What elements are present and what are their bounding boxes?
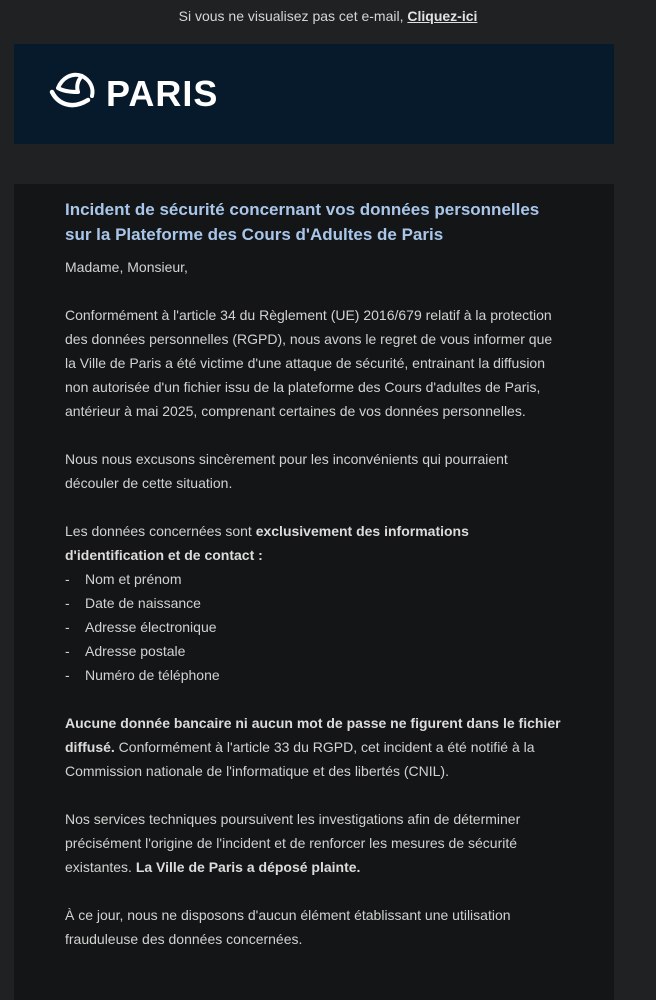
email-body-card xyxy=(14,184,614,1000)
data-concerned-bold: exclusivement des informations d'identification et de contact : xyxy=(65,523,469,563)
logo-text: PARIS xyxy=(106,73,219,114)
data-concerned-intro: Les données concernées sont xyxy=(65,523,256,539)
list-item-text: Numéro de téléphone xyxy=(85,667,220,683)
list-item xyxy=(65,615,565,639)
preheader-text: Si vous ne visualisez pas cet e-mail, xyxy=(178,8,408,24)
view-online-link[interactable]: Cliquez-ici xyxy=(407,8,478,24)
complaint-filed-bold: La Ville de Paris a déposé plainte. xyxy=(135,859,361,875)
email-content xyxy=(65,198,565,975)
paragraph-no-bank-data xyxy=(65,711,565,783)
list-dash: - xyxy=(65,571,70,587)
list-item-text: Nom et prénom xyxy=(85,571,182,587)
paragraph-no-fraud: À ce jour, nous ne disposons d'aucun élément établissant une utilisation frauduleuse des données concernées. xyxy=(65,907,511,947)
paragraph-incident: Conformément à l'article 34 du Règlement (UE) 2016/679 relatif à la protection des données personnelles (RGPD), nous avons le regret de vous informer que la Ville de Paris a été victime d'une attaque de sécurité, entrainant la diffusion non autorisée d'un fichier issu de la plateforme des Cours d'adultes de Paris, antérieur à mai 2025, comprenant certaines de vos données personnelles. xyxy=(65,307,553,419)
paragraph-investigation xyxy=(65,807,565,879)
cnil-notification-text: Conformément à l'article 33 du RGPD, cet incident a été notifié à la Commission nationale de l'informatique et des libertés (CNIL). xyxy=(65,739,535,779)
list-dash: - xyxy=(65,595,70,611)
list-item-text: Adresse électronique xyxy=(85,619,217,635)
email-title: Incident de sécurité concernant vos données personnelles sur la Plateforme des Cours d'Adultes de Paris xyxy=(65,200,540,244)
list-item xyxy=(65,591,565,615)
list-item-text: Adresse postale xyxy=(85,643,186,659)
email-header-banner xyxy=(14,44,614,144)
paris-ship-icon xyxy=(48,70,100,118)
investigation-text: Nos services techniques poursuivent les investigations afin de déterminer précisément l'origine de l'incident et de renforcer les mesures de sécurité existantes. xyxy=(65,811,521,875)
paragraph-apology: Nous nous excusons sincèrement pour les inconvénients qui pourraient découler de cette situation. xyxy=(65,451,508,491)
list-dash: - xyxy=(65,643,70,659)
data-list xyxy=(65,567,565,687)
paragraph-data-concerned xyxy=(65,519,565,567)
list-dash: - xyxy=(65,667,70,683)
list-item xyxy=(65,663,565,687)
list-item xyxy=(65,567,565,591)
no-bank-data-bold: Aucune donnée bancaire ni aucun mot de passe ne figurent dans le fichier diffusé. xyxy=(65,715,561,755)
paris-logo[interactable] xyxy=(48,70,218,118)
list-item xyxy=(65,639,565,663)
preheader xyxy=(0,8,656,24)
greeting: Madame, Monsieur, xyxy=(65,259,188,275)
list-dash: - xyxy=(65,619,70,635)
list-item-text: Date de naissance xyxy=(85,595,201,611)
